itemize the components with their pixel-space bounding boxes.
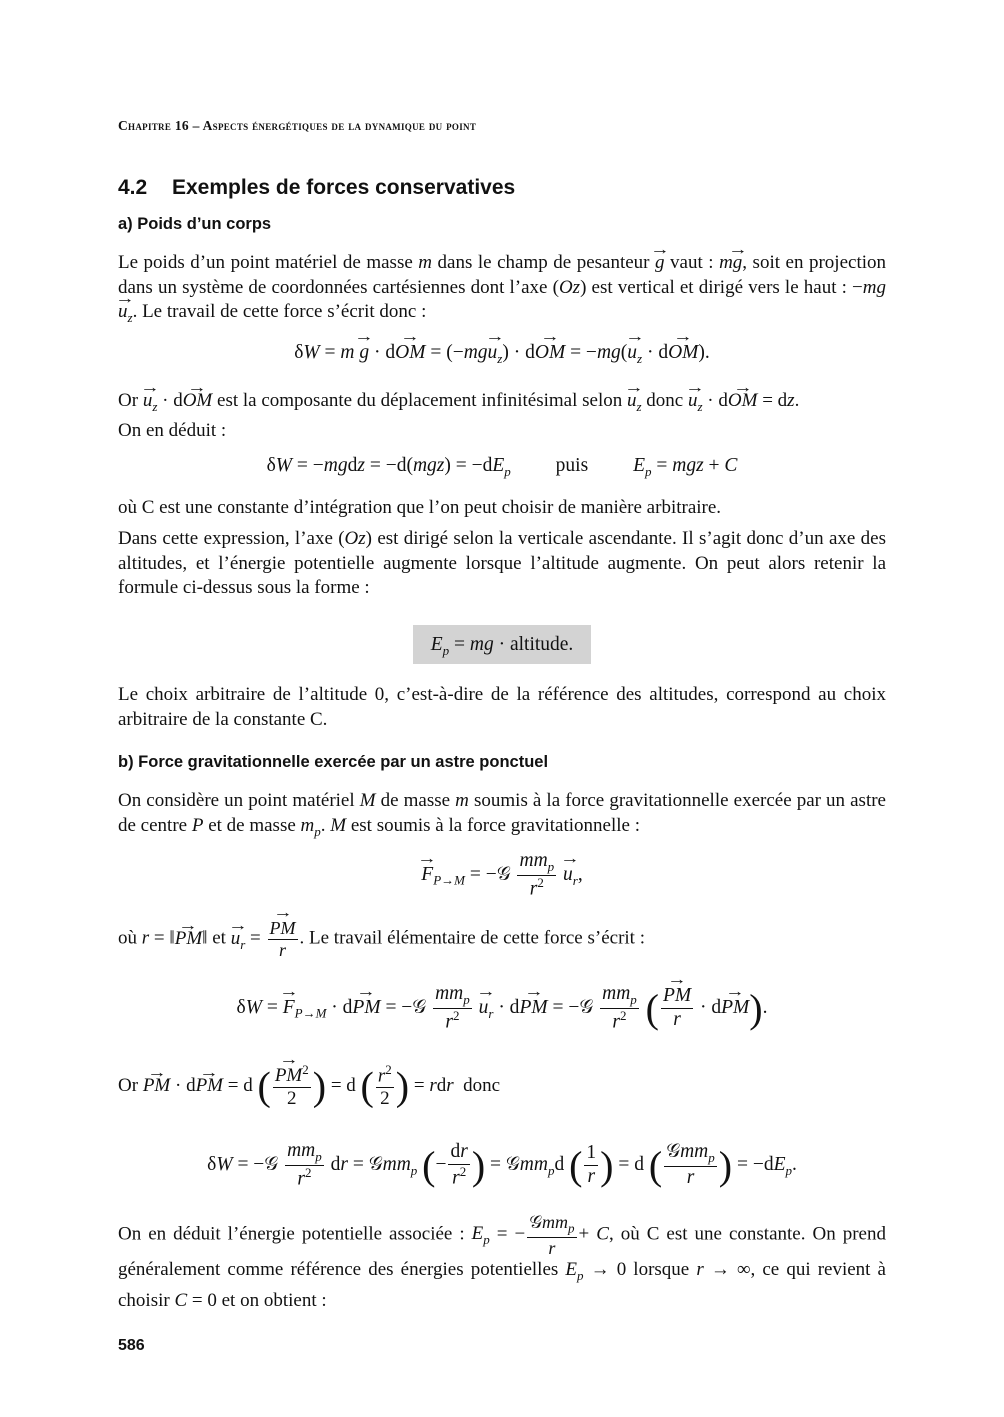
- paragraph-b1: On considère un point matériel M de masse m soumis à la force gravitationnelle exercée par un astre de centre P et de masse $m_p$. M est soumis à la force gravitationnelle :: [118, 790, 886, 839]
- equation-elementary-work: δW = → $F_{P\to M} \cdot d\to$ PM = −𝒢 $\frac{mm_p}{r^2}$ → $u_r \cdot d\to$ PM = −𝒢 $\frac{mm_p}{r^2}$ ( → $\frac{PM}{r}$ · d→ PM).: [118, 983, 886, 1034]
- equation-potential-gravity: δW = −𝒢 $\frac{mm_p}{r^2}$ dr = 𝒢mm$_p$ (− $\frac{dr}{r^2}$ ) = 𝒢mm$_p$d ( $\frac{1}{r}$ ) = d ( $\frac{𝒢mm_p}{r}$ ) = $-dE_p$.: [207, 1140, 797, 1190]
- paragraph-b2: où r = ‖→ PM‖ et → $u_r$ = → $\frac{PM}{r}$ . Le travail élémentaire de cette force s’écrit :: [118, 918, 886, 960]
- paragraph-a1: Le poids d’un point matériel de masse m dans le champ de pesanteur → g vaut : m→ g, soit en projection dans un système de coordonnées cartésiennes dont l’axe (Oz) est vertical et dirigé vers le haut : $-mg\to u_z$. Le travail de cette force s’écrit donc :: [118, 251, 886, 330]
- page-number: 586: [118, 1337, 145, 1354]
- paragraph-a4: Dans cette expression, l’axe (Oz) est dirigé selon la verticale ascendante. Il s’agit donc d’un axe des altitudes, et l’énergie potentielle augmente lorsque l’altitude augmente. On peut alors retenir la formule ci-dessus sous la forme :: [118, 528, 886, 598]
- highlighted-formula-box: $E_p$ = mg · altitude.: [413, 625, 591, 664]
- paragraph-a3: où C est une constante d’intégration que l’on peut choisir de manière arbitraire.: [118, 497, 722, 518]
- equation-gravitational-force: → $F_{P\to M}$ = −𝒢 $\frac{mm_p}{r^2}$ → $u_r$,: [118, 850, 886, 901]
- paragraph-b3: Or → PM · d→ PM = d ( → $\frac{PM^2}{2}$ ) = d ( $\frac{r^2}{2}$ ) = rdr donc: [118, 1063, 886, 1110]
- section-title: Exemples de forces conservatives: [172, 176, 516, 199]
- subsection-b-title: b) Force gravitationnelle exercée par un astre ponctuel: [118, 753, 549, 771]
- equation-potential-weight: δW = −mgdz = $-d(mgz) = -dE_p$ puis $E_p$ = mgz + C: [266, 455, 738, 479]
- running-head: Chapitre 16 – Aspects énergétiques de la dynamique du point: [118, 118, 477, 133]
- paragraph-a5: Le choix arbitraire de l’altitude 0, c’est-à-dire de la référence des altitudes, correspond au choix arbitraire de la constante C.: [118, 684, 886, 730]
- subsection-a-title: a) Poids d’un corps: [118, 215, 272, 233]
- paragraph-a2: $Or \to u_z \cdot d\to$ OM est la composante du déplacement infinitésimal selon → $u_z$ donc → $u_z \cdot d\to$ OM = dz. On en déduit :: [118, 389, 886, 444]
- section-number: 4.2: [118, 176, 148, 199]
- section-heading: [118, 176, 515, 200]
- equation-work-weight: δW = m → g · d→ OM = $(-mg\to u_z) \cdot d\to$ OM = $-mg(\to u_z \cdot d\to OM)$.: [118, 342, 886, 367]
- paragraph-b4: On en déduit l’énergie potentielle associée : $E_p$ = − $\frac{𝒢mm_p}{r}$ + C, où C est une constante. On prend généralement comme référence des énergies potentielles $E_p \to 0$ lorsque r → ∞, ce qui revient à choisir C = 0 et on obtient :: [118, 1212, 886, 1311]
